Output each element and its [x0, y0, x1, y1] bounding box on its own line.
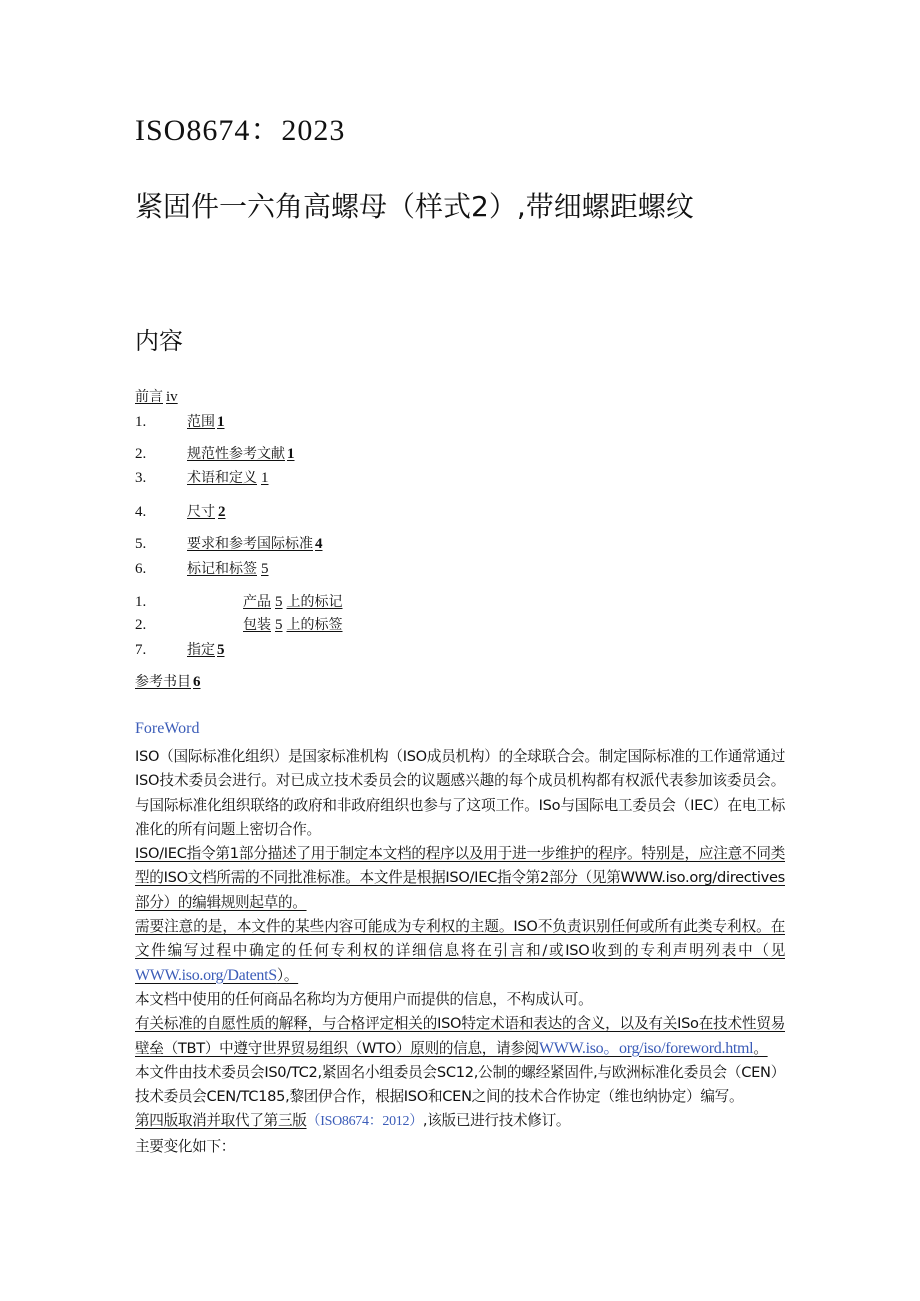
- patents-link[interactable]: WWW.iso.org/DatentS: [135, 966, 277, 984]
- foreword-paragraph: ISO/IEC指令第1部分描述了用于制定本文档的程序以及用于进一步维护的程序。特别是，应注意不同类型的ISO文档所需的不同批准标准。本文件是根据ISO/IEC指令第2部分（见第WWW.iso.org/directives部分）的编辑规则起草的。: [135, 845, 785, 911]
- foreword-paragraph: 第四版取消并取代了第三版（ISO8674：2012）,该版已进行技术修订。: [135, 1112, 571, 1130]
- contents-heading: 内容: [135, 327, 183, 355]
- document-page: ISO8674：2023 紧固件一六角高螺母（样式2）,带细螺距螺纹 内容 前言 iv 1. 范围 1 2. 规范性参考文献 1 3. 术语和定义 1 4. 尺寸 2 5. 要求和参考国际标准 4 6. 标记和标签 5 1. 产品 5 上的标记 2. 包装 5 上的标签 7. 指定 5 参考书目 6 ForeWord ISO（国际标准化组织）是国家标准机构（ISO成员机构）的全球联合会。制定国际标准的工作通常通过ISO技术委员会进行。对已成立技术委员会的议题感兴趣的每个成员机构都有权派代表参加该委员会。与国际标准化组织联络的政府和非政府组织也参与了这项工作。ISo与国际电工委员会（IEC）在电工标准化的所有问题上密切合作。 ISO/IEC指令第1部分描述了用于制定本文档的程序以及用于进一步维护的程序。特别是，应注意不同类型的ISO文档所需的不同批准标准。本文件是根据ISO/IEC指令第2部分（见第WWW.iso.org/directives部分）的编辑规则起草的。 需要注意的是，本文件的某些内容可能成为专利权的主题。ISO不负责识别任何或所有此类专利权。在文件编写过程中确定的任何专利权的详细信息将在引言和/或ISO收到的专利声明列表中（见WWW.iso.org/DatentS）。 本文档中使用的任何商品名称均为方便用户而提供的信息，不构成认可。 有关标准的自愿性质的解释，与合格评定相关的ISO特定术语和表达的含义，以及有关ISo在技术性贸易壁垒（TBT）中遵守世界贸易组织（WTO）原则的信息，请参阅WWW.iso。org/iso/foreword.html。 本文件由技术委员会IS0/TC2,紧固名小组委员会SC12,公制的螺经紧固件,与欧洲标准化委员会（CEN）技术委员会CEN/TC185,黎团伊合作，根据ISO和CEN之间的技术合作协定（维也纳协定）编写。 第四版取消并取代了第三版（ISO8674：2012）,该版已进行技术修订。 主要变化如下：: [0, 0, 920, 1301]
- document-title: ISO8674：2023: [135, 114, 346, 147]
- document-subtitle: 紧固件一六角高螺母（样式2）,带细螺距螺纹: [135, 190, 694, 223]
- foreword-title[interactable]: ForeWord: [135, 720, 200, 737]
- foreword-paragraph: ISO（国际标准化组织）是国家标准机构（ISO成员机构）的全球联合会。制定国际标准的工作通常通过ISO技术委员会进行。对已成立技术委员会的议题感兴趣的每个成员机构都有权派代表参加该委员会。与国际标准化组织联络的政府和非政府组织也参与了这项工作。ISo与国际电工委员会（IEC）在电工标准化的所有问题上密切合作。: [135, 748, 785, 838]
- foreword-paragraph: 本文档中使用的任何商品名称均为方便用户而提供的信息，不构成认可。: [135, 990, 593, 1008]
- foreword-body: [135, 745, 785, 1159]
- previous-edition-link[interactable]: （ISO8674：2012）: [306, 1114, 423, 1130]
- foreword-paragraph: 需要注意的是，本文件的某些内容可能成为专利权的主题。ISO不负责识别任何或所有此类专利权。在文件编写过程中确定的任何专利权的详细信息将在引言和/或ISO收到的专利声明列表中（见WWW.iso.org/DatentS）。: [135, 918, 785, 984]
- foreword-link[interactable]: WWW.iso。org/iso/foreword.html: [538, 1039, 754, 1057]
- foreword-paragraph: 主要变化如下：: [135, 1137, 236, 1155]
- foreword-paragraph: 有关标准的自愿性质的解释，与合格评定相关的ISO特定术语和表达的含义，以及有关ISo在技术性贸易壁垒（TBT）中遵守世界贸易组织（WTO）原则的信息，请参阅WWW.iso。org/iso/foreword.html。: [135, 1015, 785, 1057]
- foreword-paragraph: 本文件由技术委员会IS0/TC2,紧固名小组委员会SC12,公制的螺经紧固件,与欧洲标准化委员会（CEN）技术委员会CEN/TC185,黎团伊合作，根据ISO和CEN之间的技术合作协定（维也纳协定）编写。: [135, 1063, 785, 1106]
